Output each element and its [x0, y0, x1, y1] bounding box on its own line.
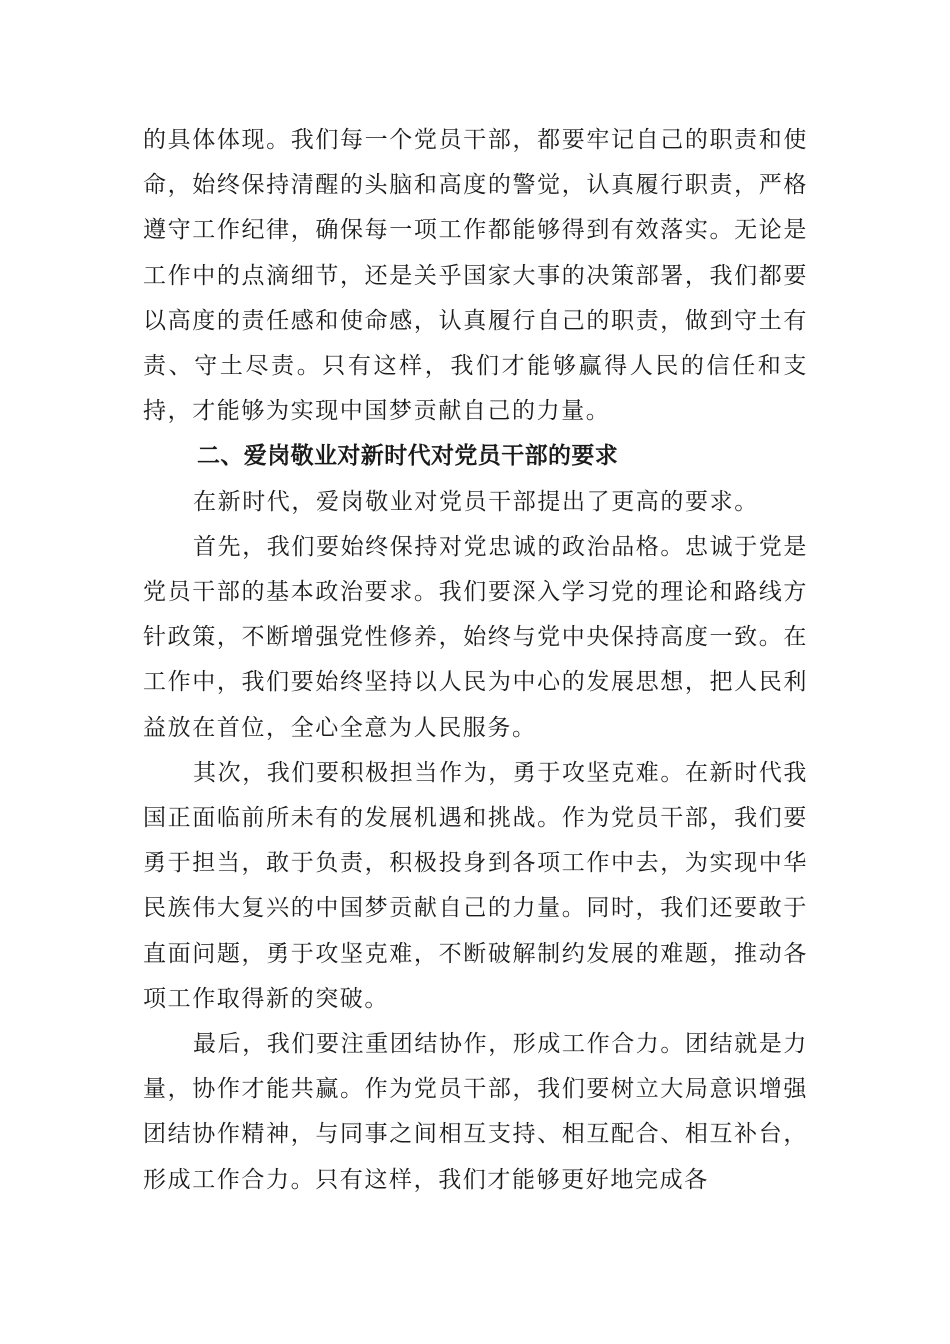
document-body [143, 118, 808, 1203]
paragraph-intro: 在新时代，爱岗敬业对党员干部提出了更高的要求。 [193, 488, 759, 515]
paragraph-continued: 的具体体现。我们每一个党员干部，都要牢记自己的职责和使命，始终保持清醒的头脑和高度的警觉，认真履行职责，严格遵守工作纪律，确保每一项工作都能够得到有效落实。无论是工作中的点滴细节，还是关乎国家大事的决策部署，我们都要以高度的责任感和使命感，认真履行自己的职责，做到守土有责、守土尽责。只有这样，我们才能够赢得人民的信任和支持，才能够为实现中国梦贡献自己的力量。 [143, 127, 808, 425]
paragraph-second-point: 其次，我们要积极担当作为，勇于攻坚克难。在新时代我国正面临前所未有的发展机遇和挑战。作为党员干部，我们要勇于担当，敢于负责，积极投身到各项工作中去，为实现中华民族伟大复兴的中国梦贡献自己的力量。同时，我们还要敢于直面问题，勇于攻坚克难，不断破解制约发展的难题，推动各项工作取得新的突破。 [143, 759, 808, 1012]
paragraph-first-point: 首先，我们要始终保持对党忠诚的政治品格。忠诚于党是党员干部的基本政治要求。我们要深入学习党的理论和路线方针政策，不断增强党性修养，始终与党中央保持高度一致。在工作中，我们要始终坚持以人民为中心的发展思想，把人民利益放在首位，全心全意为人民服务。 [143, 533, 808, 741]
paragraph-third-point: 最后，我们要注重团结协作，形成工作合力。团结就是力量，协作才能共赢。作为党员干部，我们要树立大局意识增强团结协作精神，与同事之间相互支持、相互配合、相互补台，形成工作合力。只有这样，我们才能够更好地完成各 [143, 1031, 808, 1193]
section-heading: 二、爱岗敬业对新时代对党员干部的要求 [197, 443, 619, 470]
